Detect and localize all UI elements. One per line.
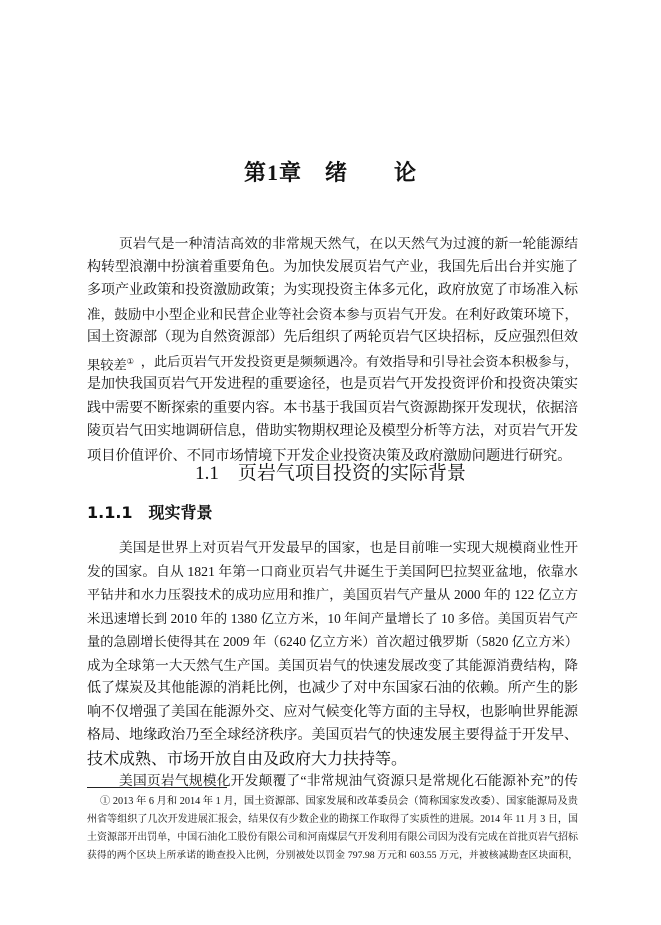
text-line: 平钻井和水力压裂技术的成功应用和推广，美国页岩气产量从 2000 年的 122 亿立方 xyxy=(87,587,578,602)
footnote-divider xyxy=(87,787,227,788)
text-line: 国土资源部（现为自然资源部）先后组织了两轮页岩气区块招标，反应强烈但效 xyxy=(87,330,578,345)
text-line: 米迅速增长到 2010 年的 1380 亿立方米，10 年间产量增长了 10 多倍。美国页岩气产 xyxy=(87,610,578,626)
text-line: 量的急剧增长使得其在 2009 年（6240 亿立方米）首次超过俄罗斯（5820 亿立方米） xyxy=(87,634,578,649)
text-line: 美国是世界上对页岩气开发最早的国家，也是目前唯一实现大规模商业性开 xyxy=(119,540,578,555)
text-line: 陵页岩气田实地调研信息，借助实物期权理论及模型分析等方法，对页岩气开发 xyxy=(87,424,578,439)
text-line: 发的国家。自从 1821 年第一口商业页岩气井诞生于美国阿巴拉契亚盆地，依靠水 xyxy=(87,563,578,579)
text-line: 是加快我国页岩气开发进程的重要途径，也是页岩气开发投资评价和投资决策实 xyxy=(87,377,578,392)
text-line xyxy=(87,352,578,375)
section-heading: 1.1 页岩气项目投资的实际背景 xyxy=(195,463,466,484)
footnote-line: 获得的两个区块上所承诺的勘查投入比例，分别被处以罚金 797.98 万元和 603.55 万元，并被核减勘查区块面积， xyxy=(87,850,578,861)
footnote-mark[interactable]: ① xyxy=(126,356,134,366)
text-fragment xyxy=(87,352,134,375)
footnote-line: ① 2013 年 6 月和 2014 年 1 月，国土资源部、国家发展和改革委员会（简称国家发改委）、国家能源局及贵 xyxy=(100,796,578,807)
text-line: 格局、地缘政治乃至全球经济秩序。美国页岩气的快速发展主要得益于开发早、 xyxy=(87,728,578,743)
subsection-heading: 1.1.1 现实背景 xyxy=(87,503,213,522)
text-line: 项目价值评价、不同市场情境下开发企业投资决策及政府激励问题进行研究。 xyxy=(87,447,572,464)
text-line: 响不仅增强了美国在能源外交、应对气候变化等方面的主导权，也影响世界能源 xyxy=(87,704,578,720)
text-fragment: ，此后页岩气开发投资更是频频遇冷。有效指导和引导社会资本积极参与， xyxy=(140,353,578,369)
text-line: 准，鼓励中小型企业和民营企业等社会资本参与页岩气开发。在利好政策环境下， xyxy=(87,306,578,322)
text-line: 低了煤炭及其他能源的消耗比例，也减少了对中东国家石油的依赖。所产生的影 xyxy=(87,681,578,696)
text-line: 页岩气是一种清洁高效的非常规天然气，在以天然气为过渡的新一轮能源结 xyxy=(119,236,578,251)
text-line: 践中需要不断探索的重要内容。本书基于我国页岩气资源勘探开发现状，依据涪 xyxy=(87,400,578,416)
chapter-title: 第1章 绪 论 xyxy=(243,160,417,185)
text-fragment: 果较差 xyxy=(87,356,127,372)
text-line: 美国页岩气规模化开发颠覆了“非常规油气资源只是常规化石能源补充”的传 xyxy=(119,773,578,788)
text-line: 技术成熟、市场开放自由及政府大力扶持等。 xyxy=(87,750,408,768)
footnote-line: 州省等组织了几次开发进展汇报会，结果仅有少数企业的勘探工作取得了实质性的进展。2014 年 11 月 3 日，国 xyxy=(87,814,578,825)
text-line: 构转型浪潮中扮演着重要角色。为加快发展页岩气产业，我国先后出台并实施了 xyxy=(87,259,578,275)
text-line: 成为全球第一大天然气生产国。美国页岩气的快速发展改变了其能源消费结构，降 xyxy=(87,657,578,673)
text-line: 多项产业政策和投资激励政策；为实现投资主体多元化，政府放宽了市场准入标 xyxy=(87,283,578,298)
footnote-line: 土资源部开出罚单，中国石油化工股份有限公司和河南煤层气开发利用有限公司因为没有完成在首批页岩气招标 xyxy=(87,832,578,843)
